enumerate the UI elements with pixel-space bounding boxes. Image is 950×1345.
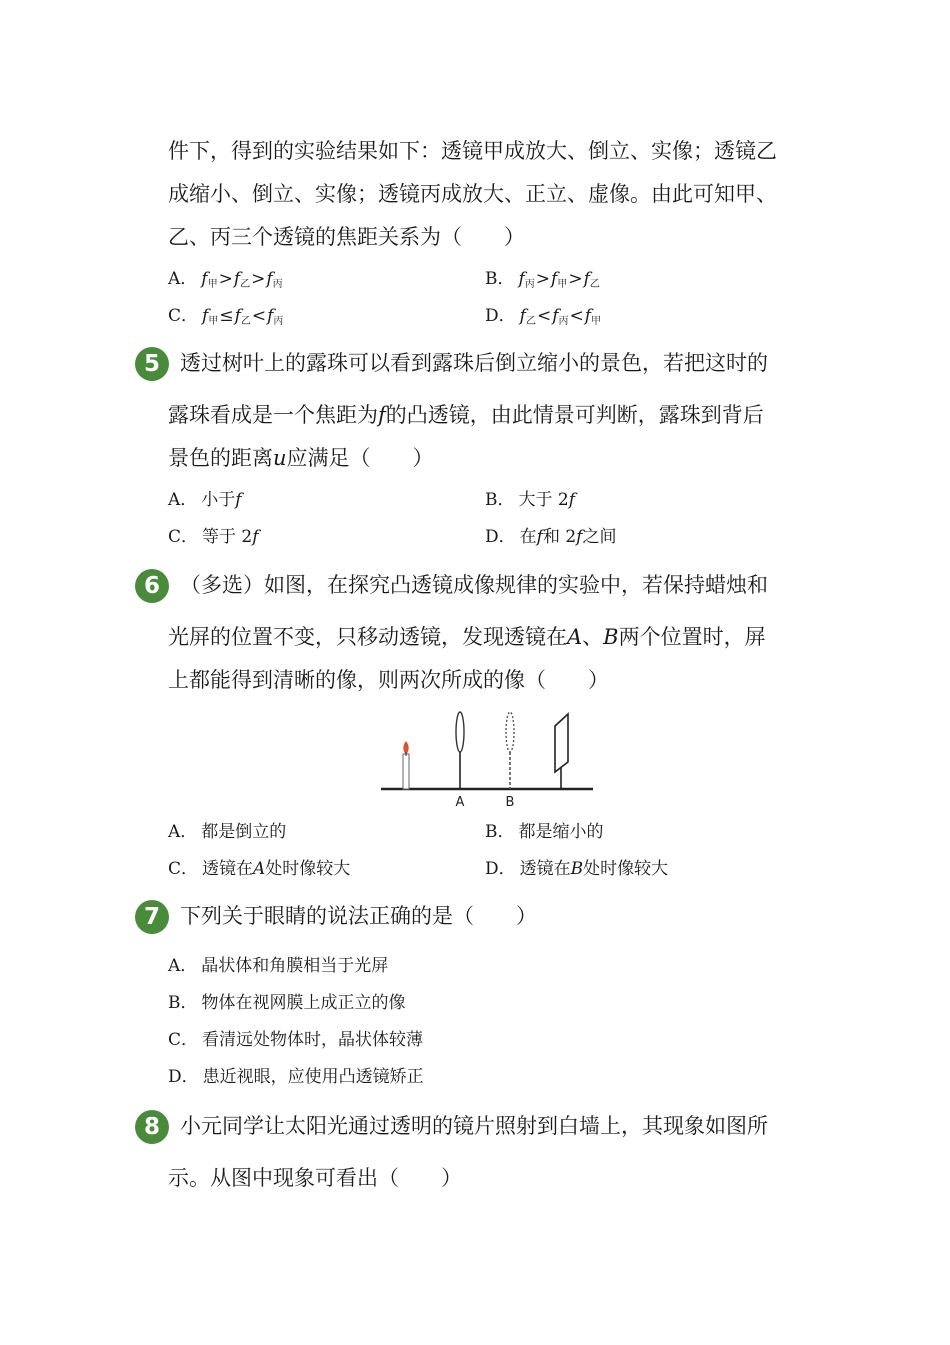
q5-option-a[interactable]: A． 小于f [168,490,242,510]
q7-option-b[interactable]: B． 物体在视网膜上成正立的像 [168,993,406,1013]
q6-line-3: 上都能得到清晰的像，则两次所成的像（ ） [168,668,609,692]
q6-option-b[interactable]: B． 都是缩小的 [485,822,604,842]
question-number-badge: 8 [135,1110,169,1144]
q5-option-d[interactable]: D． 在f和 2f之间 [485,527,617,547]
intro-option-a[interactable]: A． $f_甲>f_乙>f_丙$ [168,269,283,290]
figure-label-a: A [455,795,465,810]
light-screen [555,714,568,789]
candle-icon [403,741,409,789]
q8-line-1: 小元同学让太阳光通过透明的镜片照射到白墙上，其现象如图所 [180,1114,768,1138]
q7-line-1: 下列关于眼睛的说法正确的是（ ） [180,904,537,928]
figure-label-b: B [505,795,515,810]
question-number-badge: 7 [135,900,169,934]
intro-option-b[interactable]: B． $f_丙>f_甲>f_乙$ [485,269,600,290]
intro-line-1: 件下，得到的实验结果如下：透镜甲成放大、倒立、实像；透镜乙 [168,139,777,163]
intro-option-d[interactable]: D． $f_乙<f_丙<f_甲$ [485,306,602,327]
q7-option-a[interactable]: A． 晶状体和角膜相当于光屏 [168,956,389,976]
intro-line-2: 成缩小、倒立、实像；透镜丙成放大、正立、虚像。由此可知甲、 [168,182,777,206]
q6-option-d[interactable]: D． 透镜在B处时像较大 [485,859,669,879]
intro-option-c[interactable]: C． $f_甲\le f_乙<f_丙$ [168,306,284,327]
question-number-badge: 6 [135,569,169,603]
q6-option-c[interactable]: C． 透镜在A处时像较大 [168,859,351,879]
q8-line-2: 示。从图中现象可看出（ ） [168,1166,462,1190]
lens-position-b [506,712,514,789]
q7-option-d[interactable]: D． 患近视眼，应使用凸透镜矫正 [168,1067,424,1087]
q7-option-c[interactable]: C． 看清远处物体时，晶状体较薄 [168,1030,424,1050]
lens-experiment-diagram [378,710,598,812]
q6-line-2: 光屏的位置不变，只移动透镜，发现透镜在A、B两个位置时，屏 [168,625,766,649]
q6-option-a[interactable]: A． 都是倒立的 [168,822,287,842]
q5-line-1: 透过树叶上的露珠可以看到露珠后倒立缩小的景色，若把这时的 [180,351,768,375]
q5-option-b[interactable]: B． 大于 2f [485,490,576,510]
lens-position-a [456,712,464,789]
q5-option-c[interactable]: C． 等于 2f [168,527,259,547]
q5-line-2: 露珠看成是一个焦距为f的凸透镜，由此情景可判断，露珠到背后 [168,403,764,427]
q6-line-1: （多选）如图，在探究凸透镜成像规律的实验中，若保持蜡烛和 [180,573,768,597]
intro-line-3: 乙、丙三个透镜的焦距关系为（ ） [168,225,525,249]
question-number-badge: 5 [135,347,169,381]
q5-line-3: 景色的距离u应满足（ ） [168,446,434,470]
